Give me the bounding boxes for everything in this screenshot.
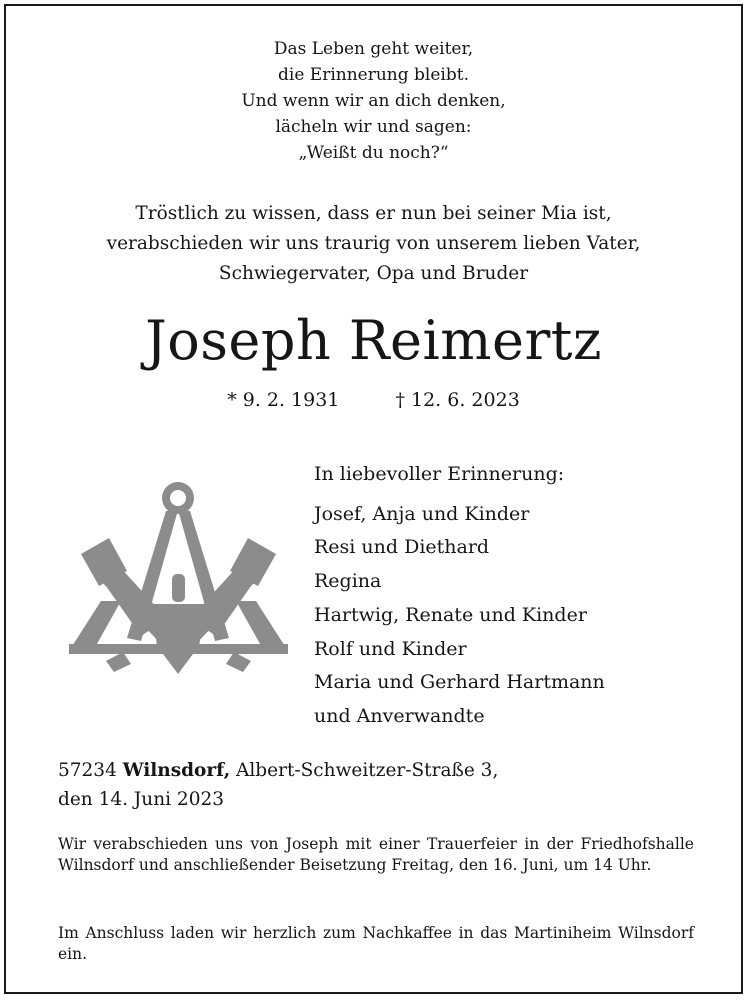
intro-line: verabschieden wir uns traurig von unserem lieben Vater, bbox=[106, 233, 641, 254]
street: Albert-Schweitzer-Straße 3, bbox=[236, 760, 499, 781]
masonic-square-compass-trowel-icon bbox=[61, 476, 296, 686]
poem-line: die Erinnerung bleibt. bbox=[278, 65, 469, 85]
intro-line: Schwiegervater, Opa und Bruder bbox=[218, 263, 529, 284]
poem-line: Und wenn wir an dich denken, bbox=[241, 91, 506, 111]
poem-line: lächeln wir und sagen: bbox=[275, 117, 472, 137]
mourner-entry: Rolf und Kinder bbox=[314, 637, 467, 660]
postcode: 57234 bbox=[58, 760, 117, 781]
mourners-list bbox=[314, 458, 605, 734]
death-date: † 12. 6. 2023 bbox=[395, 389, 520, 411]
address-block bbox=[58, 756, 698, 814]
address-date: den 14. Juni 2023 bbox=[58, 789, 225, 810]
deceased-name: Joseph Reimertz bbox=[145, 309, 602, 372]
birth-date: * 9. 2. 1931 bbox=[227, 389, 340, 411]
life-dates bbox=[6, 386, 741, 414]
poem-line: Das Leben geht weiter, bbox=[273, 39, 474, 59]
mourner-entry: Hartwig, Renate und Kinder bbox=[314, 603, 587, 626]
intro-text bbox=[6, 199, 741, 289]
mourner-entry: Josef, Anja und Kinder bbox=[314, 502, 530, 525]
poem-line: „Weißt du noch?“ bbox=[298, 143, 449, 163]
coffee-paragraph: Im Anschluss laden wir herzlich zum Nachkaffee in das Martiniheim Wilnsdorf ein. bbox=[58, 924, 694, 963]
poem bbox=[6, 36, 741, 166]
address-line bbox=[58, 756, 698, 785]
mourner-entry: Regina bbox=[314, 570, 382, 593]
mourners-heading: In liebevoller Erinnerung: bbox=[314, 463, 565, 485]
mourner-entry: Maria und Gerhard Hartmann bbox=[314, 671, 605, 694]
service-paragraph: Wir verabschieden uns von Joseph mit einer Trauerfeier in der Friedhofshalle Wilnsdorf und anschließender Beisetzung Freitag, den 16. Juni, um 14 Uhr. bbox=[58, 835, 694, 874]
intro-line: Tröstlich zu wissen, dass er nun bei seiner Mia ist, bbox=[135, 203, 612, 224]
obituary-card bbox=[4, 4, 743, 994]
mourner-entry: und Anverwandte bbox=[314, 704, 485, 727]
mourner-entry: Resi und Diethard bbox=[314, 536, 490, 559]
town: Wilnsdorf, bbox=[122, 760, 231, 781]
